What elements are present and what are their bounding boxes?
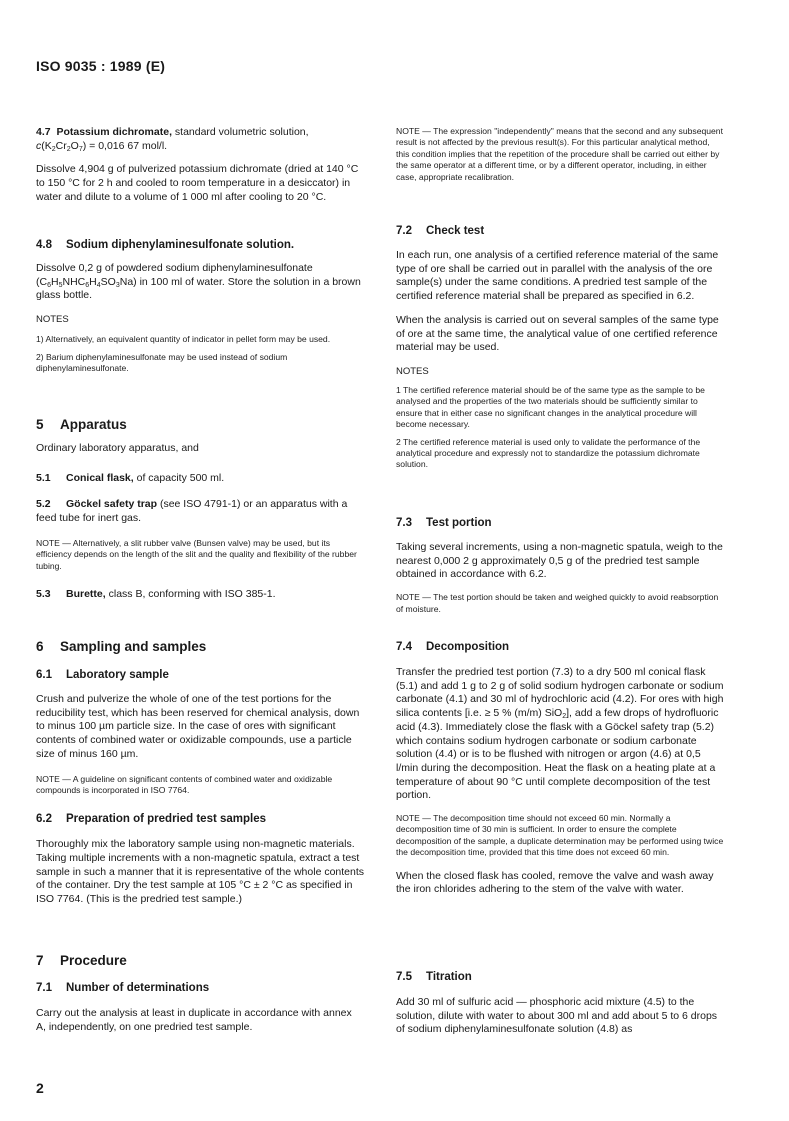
section-7-2 bbox=[396, 224, 724, 471]
section-7-1-heading: 7.1 Number of determinations bbox=[36, 982, 210, 994]
section-7-3-heading: 7.3 Test portion bbox=[396, 517, 492, 529]
page-number: 2 bbox=[36, 1080, 44, 1096]
section-4-8-note-1: 1) Alternatively, an equivalent quantity of indicator in pellet form may be used. bbox=[36, 334, 331, 345]
section-4-8 bbox=[36, 238, 364, 374]
item-5-1: 5.1 Conical flask, of capacity 500 ml. bbox=[36, 471, 225, 484]
section-7-1-paragraph: Carry out the analysis at least in duplicate in accordance with annex A, independently, on one predried test sample. bbox=[36, 1007, 352, 1033]
section-7-2-paragraph-2: When the analysis is carried out on several samples of the same type of ore at the same time, the analytical value of one certified reference material may be used. bbox=[396, 313, 719, 354]
section-7-5-paragraph: Add 30 ml of sulfuric acid — phosphoric acid mixture (4.5) to the solution, dilute with water to about 300 ml and add about 5 to 6 drops of sodium diphenylaminesulfonate solution (4.8) as bbox=[396, 996, 718, 1036]
section-7-4-note: NOTE — The decomposition time should not exceed 60 min. Normally a decomposition time of 30 min is sufficient. In order to ensure the complete decomposition of the sample, a duplicate determination may be performed using twice the decomposition time, provided that this time does not exceed 60 min. bbox=[396, 813, 724, 858]
section-7-2-paragraph-1: In each run, one analysis of a certified reference material of the same type of ore shall be carried out in parallel with the analysis of the ore sample(s) under the same conditions. A predried test sample of the certified reference material shall be prepared as specified in 6.2. bbox=[396, 249, 719, 303]
section-5-paragraph: Ordinary laboratory apparatus, and bbox=[36, 442, 199, 454]
section-6-2-heading: 6.2 Preparation of predried test samples bbox=[36, 813, 267, 826]
section-4-8-note-2: 2) Barium diphenylaminesulfonate may be used instead of sodium diphenylaminesulfonate. bbox=[36, 351, 288, 373]
section-7-3-note: NOTE — The test portion should be taken and weighed quickly to avoid reabsorption of moisture. bbox=[396, 592, 719, 614]
section-7-2-heading: 7.2 Check test bbox=[396, 225, 485, 237]
section-7-heading: 7 Procedure bbox=[36, 953, 127, 968]
section-6 bbox=[36, 638, 364, 907]
independence-note-text: NOTE — The expression "independently" means that the second and any subsequent result is not affected by the previous result(s). For this particular analytical method, this condition implies that the repetition of the procedure shall be carried out either by the same operator at a different time, or by a different operator, including, in either case, appropriate recalibration. bbox=[396, 126, 723, 182]
section-7-4-paragraph-2: When the closed flask has cooled, remove the valve and wash away the iron chlorides adhering to the stem of the valve with water. bbox=[396, 869, 714, 896]
section-7-2-note-1: 1 The certified reference material should be of the same type as the sample to be analysed and the properties of the two materials should be sufficiently similar to ensure that in either case no significant changes in the analytical procedure will become necessary. bbox=[396, 384, 705, 430]
section-5-heading: 5 Apparatus bbox=[36, 417, 127, 432]
section-6-1-heading: 6.1 Laboratory sample bbox=[36, 669, 169, 681]
section-7-3-paragraph: Taking several increments, using a non-magnetic spatula, weigh to the nearest 0,000 2 g approximately 0,5 g of the predried test sample obtained in accordance with 6.2. bbox=[396, 541, 723, 581]
section-4-8-paragraph: Dissolve 0,2 g of powdered sodium diphenylaminesulfonate $(C_6H_5NHC_6H_4SO_3Na)$ in 100 ml of water. Store the solution in a brown glass bottle. bbox=[36, 262, 361, 302]
section-4-8-heading: 4.8 Sodium diphenylaminesulfonate solution. bbox=[36, 239, 295, 251]
section-5 bbox=[36, 416, 364, 602]
item-5-2: 5.2 Göckel safety trap (see ISO 4791-1) or an apparatus with a feed tube for inert gas. bbox=[36, 498, 348, 525]
section-7-4-paragraph: Transfer the predried test portion (7.3) to a dry 500 ml conical flask (5.1) and add 1 g to 2 g of solid sodium hydrogen carbonate or sodium carbonate (4.1) and 30 ml of hydrochloric acid (4.2). For ores with high silica contents [i.e. ≥ 5 % (m/m) SiO$_2$], add a few drops of hydrofluoric acid (4.3). Immediately close the flask with a Göckel safety trap (5.2) which contains sodium hydrogen carbonate or sodium carbonate solution (4.4) or is to be flushed with nitrogen or argon (4.6) at 0,5 l/min during the decomposition. Heat the flask on a heating plate at a temperature of about 90 °C until complete decomposition of the test portion. bbox=[396, 666, 724, 802]
item-5-3: 5.3 Burette, class B, conforming with ISO 385-1. bbox=[36, 588, 276, 601]
section-7-2-notes-heading: NOTES bbox=[396, 365, 429, 377]
section-7-5 bbox=[396, 970, 724, 1037]
section-7 bbox=[36, 952, 364, 1034]
section-4-8-notes-heading: NOTES bbox=[36, 314, 69, 326]
independence-note bbox=[396, 126, 724, 183]
document-header: ISO 9035 : 1989 (E) bbox=[36, 58, 166, 74]
section-4-7 bbox=[36, 126, 364, 205]
section-7-3 bbox=[396, 516, 724, 615]
item-5-2-note: NOTE — Alternatively, a slit rubber valve (Bunsen valve) may be used, but its efficiency depends on the length of the slit and the quality and flexibility of the rubber tubing. bbox=[36, 537, 357, 571]
section-6-2-paragraph: Thoroughly mix the laboratory sample using non-magnetic materials. Taking multiple increments with a non-magnetic spatula, extract a test sample in such a manner that it is representative of the whole contents of the container. Dry the test sample at 105 °C ± 2 °C as specified in ISO 7764. (This is the predried test sample.) bbox=[36, 838, 365, 906]
section-7-5-heading: 7.5 Titration bbox=[396, 971, 472, 983]
section-6-heading: 6 Sampling and samples bbox=[36, 639, 207, 654]
section-6-1-paragraph: Crush and pulverize the whole of one of the test portions for the reducibility test, which has been reserved for chemical analysis, down to minus 100 µm particle size. In the case of ores with significant contents of combined water or oxidizable compounds, use a particle size of minus 160 µm. bbox=[36, 693, 360, 760]
section-4-7-paragraph: Dissolve 4,904 g of pulverized potassium dichromate (dried at 140 °C to 150 °C for 2 h and cooled to room temperature in a desiccator) in water and dilute to a volume of 1 000 ml after cooling to 20 °C. bbox=[36, 163, 359, 203]
section-7-4 bbox=[396, 640, 724, 897]
section-7-2-note-2: 2 The certified reference material is used only to validate the performance of the analytical procedure and expressly not to standardize the potassium dichromate solution. bbox=[396, 436, 701, 470]
section-4-7-heading: 4.7 Potassium dichromate, standard volumetric solution, $c(K_2Cr_2O_7) = 0,016$ 67 mol/l. bbox=[36, 126, 309, 153]
section-7-4-heading: 7.4 Decomposition bbox=[396, 641, 510, 653]
section-6-1-note: NOTE — A guideline on significant contents of combined water and oxidizable compounds is incorporated in ISO 7764. bbox=[36, 773, 333, 795]
